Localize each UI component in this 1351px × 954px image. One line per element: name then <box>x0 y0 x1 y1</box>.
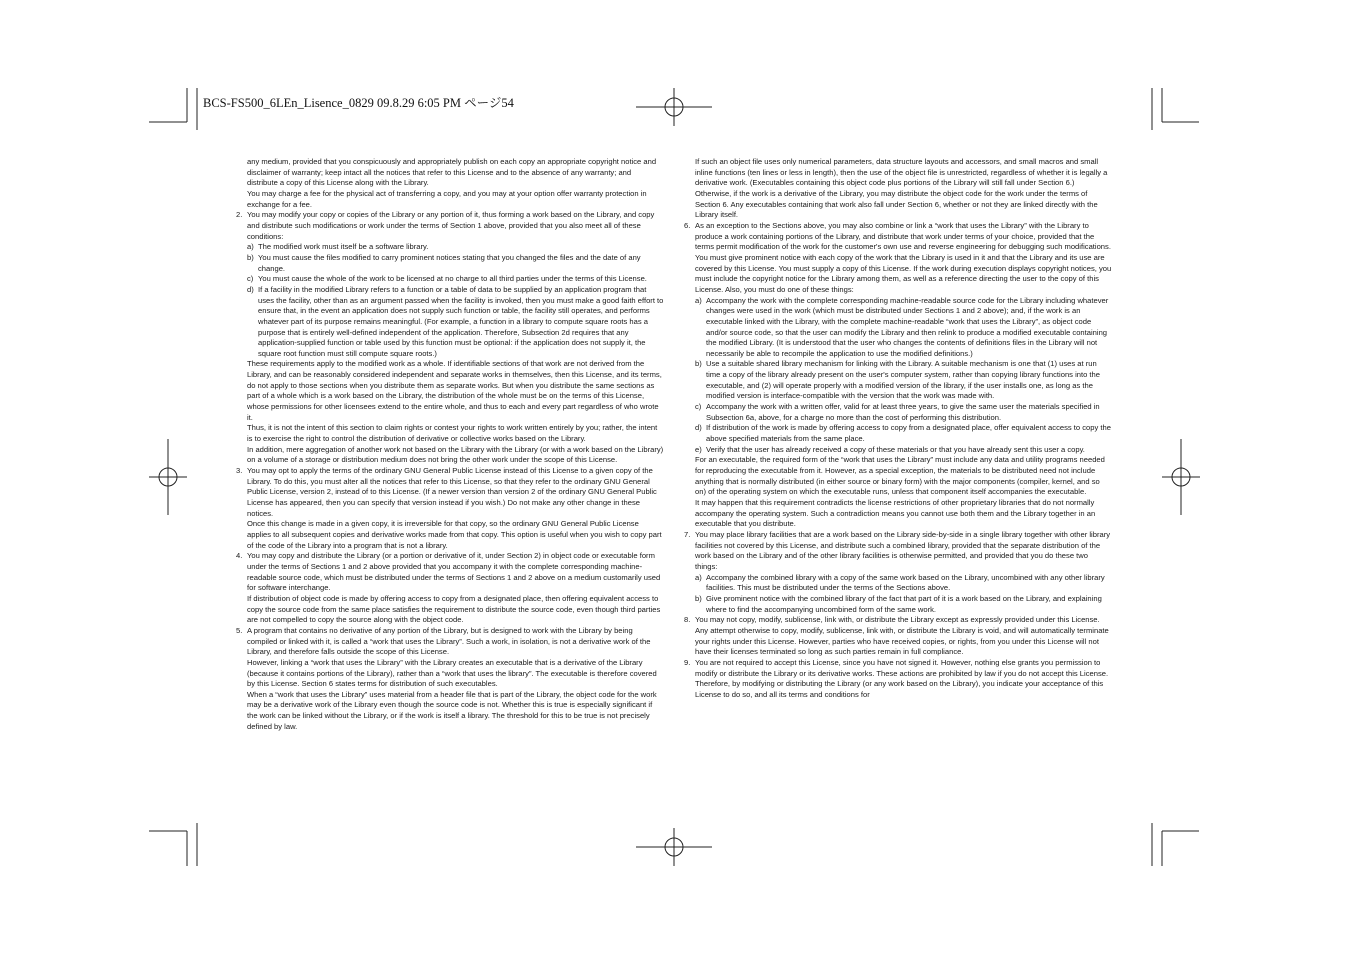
paragraph-text: You must cause the whole of the work to be licensed at no charge to all third parties under the terms of this License. <box>258 274 647 284</box>
item-number: a) <box>695 295 702 305</box>
paragraph <box>684 253 1112 296</box>
paragraph-text: Verify that the user has already received a copy of these materials or that you have already sent this user a copy. <box>706 444 1085 454</box>
paragraph-text: If distribution of object code is made by offering access to copy from a designated place, then offering equivalent access to copy the source code from the same place satisfies the requirement to distribute the source code, even though third parties are not compelled to copy the source along with the object code. <box>247 593 661 625</box>
item-number: d) <box>695 423 702 433</box>
sub-item <box>684 423 1112 444</box>
paragraph <box>236 157 664 189</box>
paragraph <box>236 658 664 690</box>
paragraph-text: In addition, mere aggregation of another work not based on the Library with the Library (or with a work based on the Library) on a volume of a storage or distribution medium does not bring the other work under the scope of this License. <box>247 444 664 465</box>
numbered-section <box>684 530 1112 573</box>
paragraph-text: Thus, it is not the intent of this section to claim rights or contest your rights to work written entirely by you; rather, the intent is to exercise the right to control the distribution of derivative or collective works based on the Library. <box>247 423 658 444</box>
item-number: 2. <box>236 210 243 220</box>
sub-item <box>236 253 664 274</box>
paragraph-text: A program that contains no derivative of any portion of the Library, but is designed to work with the Library by being compiled or linked with it, is called a “work that uses the Library”. Such a work, in isolation, is not a derivative work of the Library, and therefore falls outside the scope of this License. <box>247 625 651 657</box>
item-number: 7. <box>684 529 691 539</box>
paragraph-text: You may not copy, modify, sublicense, link with, or distribute the Library except as expressly provided under this License. Any attempt otherwise to copy, modify, sublicense, link with, or distribute the Library is void, and will automatically terminate your rights under this License. However, parties who have received copies, or rights, from you under this License will not have their licenses terminated so long as such parties remain in full compliance. <box>695 615 1109 657</box>
sub-item <box>684 445 1112 456</box>
paragraph-text: Otherwise, if the work is a derivative of the Library, you may distribute the object code for the work under the terms of Section 6. Any executables containing that work also fall under Section 6, whether or not they are linked directly with the Library itself. <box>695 188 1098 220</box>
item-number: d) <box>247 284 254 294</box>
paragraph <box>236 594 664 626</box>
paragraph <box>236 359 664 423</box>
item-number: a) <box>247 242 254 252</box>
paragraph-text: Accompany the combined library with a copy of the same work based on the Library, uncombined with any other library facilities. This must be distributed under the terms of the Sections above. <box>706 572 1105 593</box>
item-number: 4. <box>236 551 243 561</box>
item-number: b) <box>247 252 254 262</box>
paragraph-text: Once this change is made in a given copy, it is irreversible for that copy, so the ordinary GNU General Public License applies to all subsequent copies and derivative works made from that copy. This option is useful when you wish to copy part of the code of the Library into a program that is not a library. <box>247 519 662 550</box>
right-text-column <box>684 157 1112 700</box>
item-number: c) <box>695 402 702 412</box>
paragraph-text: Use a suitable shared library mechanism for linking with the Library. A suitable mechanism is one that (1) uses at run time a copy of the library already present on the user's computer system, rather than copying library functions into the executable, and (2) will operate properly with a modified version of the library, if the user installs one, as long as the modified version is interface-compatible with the version that the work was made with. <box>706 359 1100 401</box>
paragraph-text: Accompany the work with a written offer, valid for at least three years, to give the same user the materials specified in Subsection 6a, above, for a charge no more than the cost of performing this distribution. <box>706 402 1100 422</box>
paragraph <box>236 690 664 733</box>
paragraph <box>236 423 664 444</box>
sub-item <box>684 296 1112 360</box>
paragraph-text: It may happen that this requirement contradicts the license restrictions of other proprietary libraries that do not normally accompany the operating system. Such a contradiction means you cannot use both them and the Library together in an executable that you distribute. <box>695 498 1096 529</box>
paragraph <box>684 455 1112 498</box>
paragraph-text: You must cause the files modified to carry prominent notices stating that you changed the files and the date of any change. <box>258 252 641 273</box>
item-number: 5. <box>236 625 243 635</box>
numbered-section <box>236 626 664 658</box>
paragraph <box>236 189 664 210</box>
paragraph-text: You may opt to apply the terms of the ordinary GNU General Public License instead of this License to a given copy of the Library. To do this, you must alter all the notices that refer to this License, so that they refer to the ordinary GNU General Public License, version 2, instead of to this License. (If a newer version than version 2 of the ordinary GNU General Public License has appeared, then you can specify that version instead if you wish.) Do not make any other change in these notices. <box>247 466 657 518</box>
item-number: c) <box>247 274 254 284</box>
paragraph-text: You may copy and distribute the Library (or a portion or derivative of it, under Section 2) in object code or executable form under the terms of Sections 1 and 2 above provided that you accompany it with the complete corresponding machine-readable source code, which must be distributed under the terms of Sections 1 and 2 above on a medium customarily used for software interchange. <box>247 551 661 593</box>
paragraph-text: As an exception to the Sections above, you may also combine or link a “work that uses the Library” with the Library to produce a work containing portions of the Library, and distribute that work under terms of your choice, provided that the terms permit modification of the work for the customer's own use and reverse engineering for debugging such modifications. <box>695 220 1111 252</box>
numbered-section <box>684 221 1112 253</box>
paragraph-text: You must give prominent notice with each copy of the work that the Library is used in it and that the Library and its use are covered by this License. You must supply a copy of this License. If the work during execution displays copyright notices, you must include the copyright notice for the Library among them, as well as a reference directing the user to the copy of this License. Also, you must do one of these things: <box>695 252 1112 294</box>
paragraph-text: Accompany the work with the complete corresponding machine-readable source code for the Library including whatever changes were used in the work (which must be distributed under Sections 1 and 2 above); and, if the work is an executable linked with the Library, with the complete machine-readable “work that uses the Library”, as object code and/or source code, so that the user can modify the Library and then relink to produce a modified executable containing the modified Library. (It is understood that the user who changes the contents of definitions files in the Library will not necessarily be able to recompile the application to use the modified definitions.) <box>706 295 1109 358</box>
item-number: 6. <box>684 220 691 230</box>
sub-item <box>236 285 664 360</box>
print-slug: BCS-FS500_6LEn_Lisence_0829 09.8.29 6:05 PM ページ54 <box>203 96 514 110</box>
paragraph-text: Give prominent notice with the combined library of the fact that part of it is a work based on the Library, and explaining where to find the accompanying uncombined form of the same work. <box>706 593 1102 614</box>
item-number: 8. <box>684 615 691 625</box>
paragraph-text: You are not required to accept this License, since you have not signed it. However, nothing else grants you permission to modify or distribute the Library or its derivative works. These actions are prohibited by law if you do not accept this License. Therefore, by modifying or distributing the Library (or any work based on the Library), you indicate your acceptance of this License to do so, and all its terms and conditions for <box>695 657 1109 699</box>
numbered-section <box>684 615 1112 658</box>
paragraph <box>236 445 664 466</box>
left-text-column <box>236 157 664 732</box>
sub-item <box>684 594 1112 615</box>
paragraph-text: For an executable, the required form of the “work that uses the Library” must include any data and utility programs needed for reproducing the executable from it. However, as a special exception, the materials to be distributed need not include anything that is normally distributed (in either source or binary form) with the major components (compiler, kernel, and so on) of the operating system on which the executable runs, unless that component itself accompanies the executable. <box>695 455 1105 497</box>
paragraph-text: The modified work must itself be a software library. <box>258 242 429 252</box>
paragraph <box>684 189 1112 221</box>
numbered-section <box>684 658 1112 701</box>
paragraph-text: You may place library facilities that are a work based on the Library side-by-side in a single library together with other library facilities not covered by this License, and distribute such a combined library, provided that the separate distribution of the work based on the Library and of the other library facilities is otherwise permitted, and provided that you do these two things: <box>695 529 1111 571</box>
paragraph-text: If a facility in the modified Library refers to a function or a table of data to be supplied by an application program that uses the facility, other than as an argument passed when the facility is invoked, then you must make a good faith effort to ensure that, in the event an application does not supply such function or table, the facility still operates, and performs whatever part of its purpose remains meaningful. (For example, a function in a library to compute square roots has a purpose that is entirely well-defined independent of the application. Therefore, Subsection 2d requires that any application-supplied function or table used by this function must be optional: if the application does not supply it, the square root function must still compute square roots.) <box>258 284 664 358</box>
item-number: 3. <box>236 466 243 476</box>
sub-item <box>684 402 1112 423</box>
sub-item <box>684 573 1112 594</box>
sub-item <box>236 274 664 285</box>
paragraph-text: If such an object file uses only numerical parameters, data structure layouts and accessors, and small macros and small inline functions (ten lines or less in length), then the use of the object file is unrestricted, regardless of whether it is legally a derivative work. (Executables containing this object code plus portions of the Library will still fall under Section 6.) <box>695 157 1108 188</box>
paragraph-text: You may modify your copy or copies of the Library or any portion of it, thus forming a work based on the Library, and copy and distribute such modifications or work under the terms of Section 1 above, provided that you also meet all of these conditions: <box>247 210 655 241</box>
paragraph-text: any medium, provided that you conspicuously and appropriately publish on each copy an appropriate copyright notice and disclaimer of warranty; keep intact all the notices that refer to this License and to the absence of any warranty; and distribute a copy of this License along with the Library. <box>247 157 657 188</box>
sub-item <box>684 359 1112 402</box>
paragraph-text: When a “work that uses the Library” uses material from a header file that is part of the Library, the object code for the work may be a derivative work of the Library even though the source code is not. Whether this is true is especially significant if the work can be linked without the Library, or if the work is itself a library. The threshold for this to be true is not precisely defined by law. <box>247 689 657 731</box>
item-number: e) <box>695 444 702 454</box>
paragraph <box>236 519 664 551</box>
paragraph-text: If distribution of the work is made by offering access to copy from a designated place, offer equivalent access to copy the above specified materials from the same place. <box>706 423 1111 444</box>
sub-item <box>236 242 664 253</box>
item-number: a) <box>695 572 702 582</box>
paragraph-text: However, linking a “work that uses the Library” with the Library creates an executable that is a derivative of the Library (because it contains portions of the Library), rather than a “work that uses the library”. The executable is therefore covered by this License. Section 6 states terms for distribution of such executables. <box>247 657 657 689</box>
paragraph <box>684 157 1112 189</box>
paragraph-text: These requirements apply to the modified work as a whole. If identifiable sections of that work are not derived from the Library, and can be reasonably considered independent and separate works in themselves, then this License, and its terms, do not apply to those sections when you distribute them as separate works. But when you distribute the same sections as part of a whole which is a work based on the Library, the distribution of the whole must be on the terms of this License, whose permissions for other licensees extend to the entire whole, and thus to each and every part regardless of who wrote it. <box>247 359 662 422</box>
numbered-section <box>236 466 664 519</box>
item-number: 9. <box>684 657 691 667</box>
paragraph <box>684 498 1112 530</box>
item-number: b) <box>695 359 702 369</box>
numbered-section <box>236 210 664 242</box>
numbered-section <box>236 551 664 594</box>
item-number: b) <box>695 593 702 603</box>
paragraph-text: You may charge a fee for the physical act of transferring a copy, and you may at your option offer warranty protection in exchange for a fee. <box>247 188 647 209</box>
